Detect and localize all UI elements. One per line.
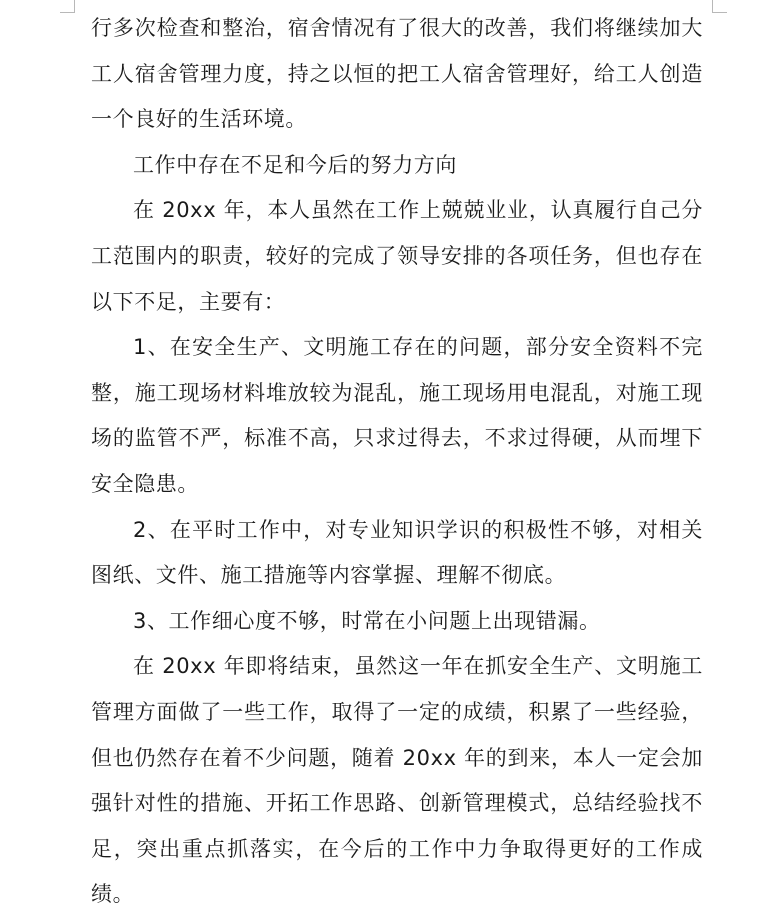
top-right-margin-mark — [712, 0, 727, 13]
list-item-1: 1、在安全生产、文明施工存在的问题，部分安全资料不完整，施工现场材料堆放较为混乱，施工现场用电混乱，对施工现场的监管不严，标准不高，只求过得去，不求过得硬，从而埋下安全隐患。 — [91, 335, 703, 496]
section-heading: 工作中存在不足和今后的努力方向 — [133, 152, 457, 177]
document-body — [91, 6, 703, 918]
paragraph-continuation: 行多次检查和整治，宿舍情况有了很大的改善，我们将继续加大工人宿舍管理力度，持之以恒的把工人宿舍管理好，给工人创造一个良好的生活环境。 — [91, 16, 703, 132]
list-item-2: 2、在平时工作中，对专业知识学识的积极性不够，对相关图纸、文件、施工措施等内容掌握、理解不彻底。 — [91, 517, 703, 588]
top-left-margin-mark — [60, 0, 75, 13]
list-item-3: 3、工作细心度不够，时常在小问题上出现错漏。 — [133, 608, 601, 633]
paragraph-conclusion: 在 20xx 年即将结束，虽然这一年在抓安全生产、文明施工管理方面做了一些工作，取得了一定的成绩，积累了一些经验，但也仍然存在着不少问题，随着 20xx 年的到来，本人一定会加强针对性的措施、开拓工作思路、创新管理模式，总结经验找不足，突出重点抓落实，在今后的工作中力争取得更好的工作成绩。 — [91, 654, 703, 907]
paragraph-shortcomings-intro: 在 20xx 年，本人虽然在工作上兢兢业业，认真履行自己分工范围内的职责，较好的完成了领导安排的各项任务，但也存在以下不足，主要有： — [91, 198, 703, 314]
